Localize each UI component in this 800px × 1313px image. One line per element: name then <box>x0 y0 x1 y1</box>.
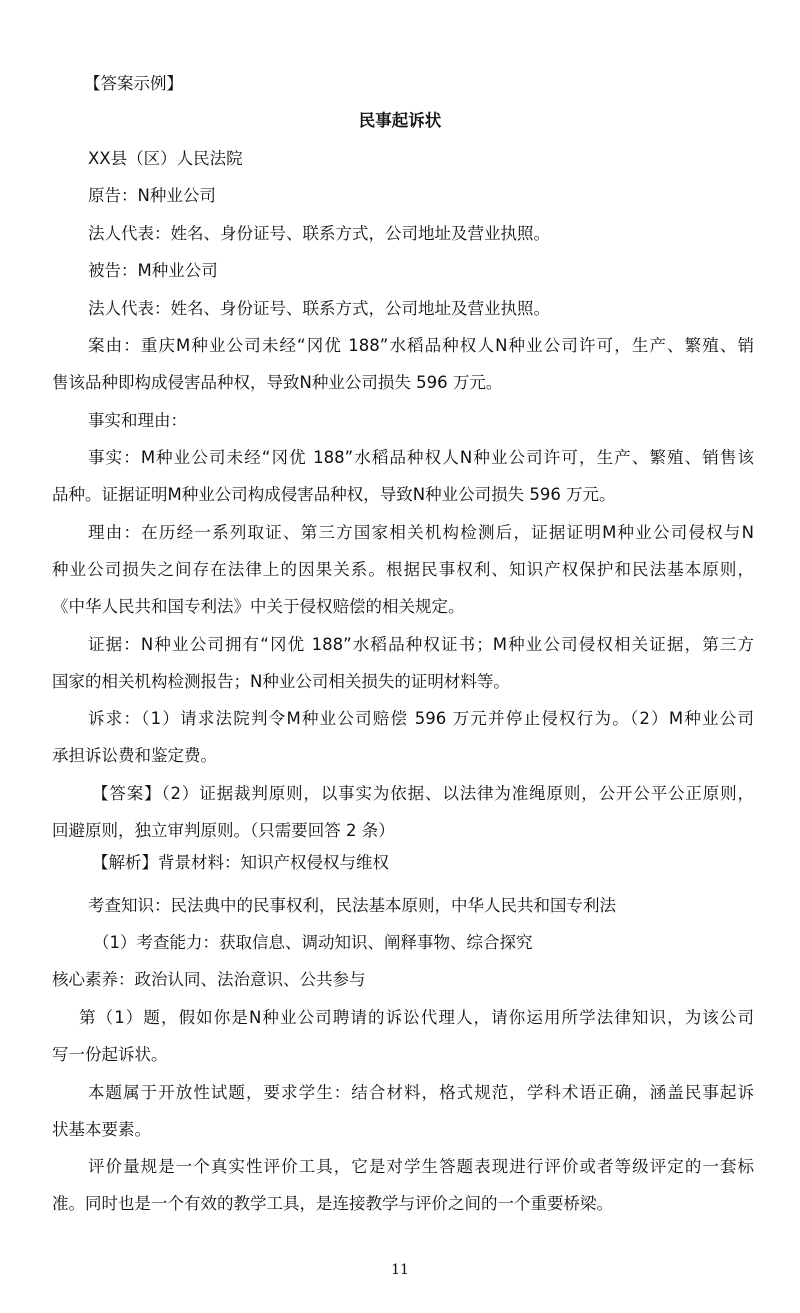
evidence-line-2: 国家的相关机构检测报告；N种业公司相关损失的证明材料等。 <box>52 672 510 691</box>
open-question-line-2: 状基本要素。 <box>52 1120 151 1139</box>
page-number: 11 <box>391 1262 409 1278</box>
court-line: XX县（区）人民法院 <box>88 149 243 168</box>
rubric-line-1: 评价量规是一个真实性评价工具，它是对学生答题表现进行评价或者等级评定的一套标 <box>88 1157 754 1176</box>
defendant-rep-line: 法人代表：姓名、身份证号、联系方式，公司地址及营业执照。 <box>88 299 550 318</box>
facts-heading: 事实和理由： <box>88 411 187 430</box>
facts-line-1: 事实：M种业公司未经“冈优 188”水稻品种权人N种业公司许可，生产、繁殖、销售该 <box>88 448 754 467</box>
answer-line-2: 回避原则，独立审判原则。（只需要回答 2 条） <box>52 821 395 840</box>
analysis-line: 【解析】背景材料：知识产权侵权与维权 <box>92 853 389 872</box>
claims-line-2: 承担诉讼费和鉴定费。 <box>52 746 217 765</box>
ability-line: （1）考查能力：获取信息、调动知识、阐释事物、综合探究 <box>93 933 533 952</box>
literacy-line: 核心素养：政治认同、法治意识、公共参与 <box>52 970 366 989</box>
knowledge-line: 考查知识：民法典中的民事权利，民法基本原则，中华人民共和国专利法 <box>88 896 616 915</box>
cause-line-1: 案由：重庆M种业公司未经“冈优 188”水稻品种权人N种业公司许可，生产、繁殖、销 <box>88 336 754 355</box>
cause-line-2: 售该品种即构成侵害品种权，导致N种业公司损失 596 万元。 <box>52 373 503 392</box>
rubric-line-2: 准。同时也是一个有效的教学工具，是连接教学与评价之间的一个重要桥梁。 <box>52 1194 613 1213</box>
defendant-line: 被告：M种业公司 <box>88 261 218 280</box>
reasons-line-3: 《中华人民共和国专利法》中关于侵权赔偿的相关规定。 <box>52 597 465 616</box>
plaintiff-rep-line: 法人代表：姓名、身份证号、联系方式，公司地址及营业执照。 <box>88 224 550 243</box>
facts-line-2: 品种。证据证明M种业公司构成侵害品种权，导致N种业公司损失 596 万元。 <box>52 485 616 504</box>
answer-line-1: 【答案】（2）证据裁判原则，以事实为依据、以法律为准绳原则，公开公平公正原则， <box>92 784 754 803</box>
question-line-1: 第（1）题，假如你是N种业公司聘请的诉讼代理人，请你运用所学法律知识，为该公司 <box>79 1008 754 1027</box>
open-question-line-1: 本题属于开放性试题，要求学生：结合材料，格式规范，学科术语正确，涵盖民事起诉 <box>88 1083 754 1102</box>
reasons-line-2: 种业公司损失之间存在法律上的因果关系。根据民事权利、知识产权保护和民法基本原则， <box>52 560 754 579</box>
evidence-line-1: 证据：N种业公司拥有“冈优 188”水稻品种权证书；M种业公司侵权相关证据，第三方 <box>88 635 754 654</box>
claims-line-1: 诉求：（1）请求法院判令M种业公司赔偿 596 万元并停止侵权行为。（2）M种业公司 <box>88 709 754 728</box>
example-heading: 【答案示例】 <box>84 74 183 93</box>
question-line-2: 写一份起诉状。 <box>52 1045 168 1064</box>
reasons-line-1: 理由：在历经一系列取证、第三方国家相关机构检测后，证据证明M种业公司侵权与N <box>88 523 754 542</box>
document-title: 民事起诉状 <box>358 111 442 130</box>
plaintiff-line: 原告：N种业公司 <box>88 186 216 205</box>
